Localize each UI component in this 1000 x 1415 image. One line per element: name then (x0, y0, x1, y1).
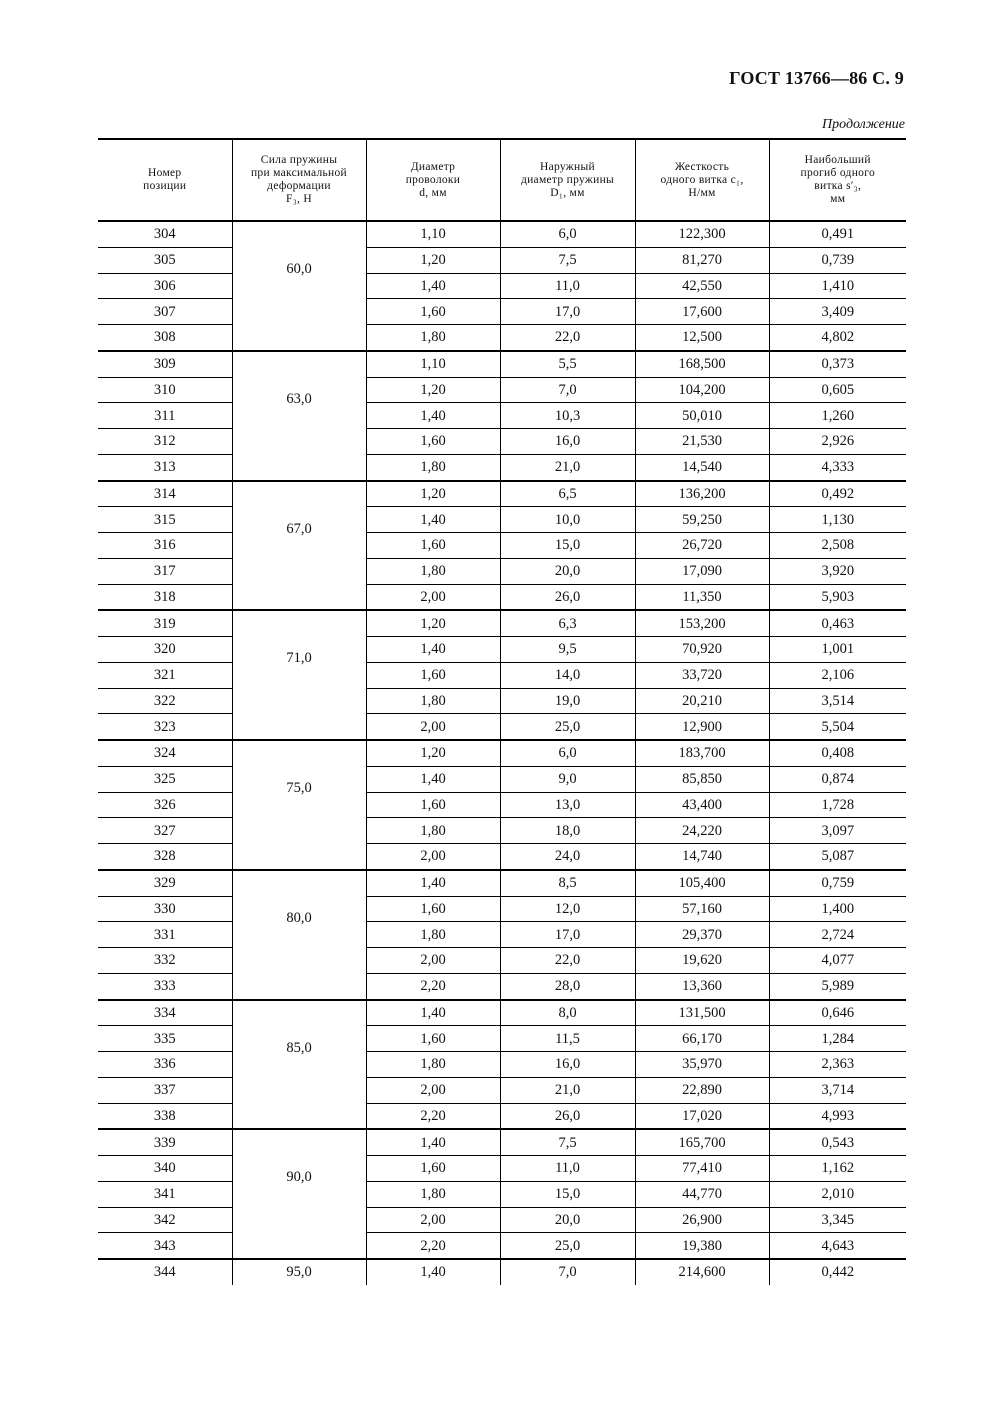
cell-max-deflection: 0,543 (769, 1129, 906, 1155)
header-position-line: позиции (143, 180, 187, 192)
cell-max-deflection: 1,130 (769, 507, 906, 533)
header-wire-line: проволоки (405, 173, 461, 186)
cell-stiffness: 85,850 (635, 766, 769, 792)
cell-outer-diameter: 10,3 (500, 403, 635, 429)
table-row (98, 1129, 906, 1155)
cell-max-deflection: 2,926 (769, 429, 906, 455)
cell-max-deflection: 5,504 (769, 714, 906, 740)
cell-max-deflection: 5,989 (769, 973, 906, 999)
table-row (98, 299, 906, 325)
header-force-line: при максимальной (250, 167, 348, 179)
cell-stiffness: 183,700 (635, 740, 769, 766)
cell-outer-diameter: 22,0 (500, 325, 635, 351)
cell-outer-diameter: 7,5 (500, 247, 635, 273)
cell-stiffness: 19,620 (635, 948, 769, 974)
cell-max-deflection: 0,442 (769, 1259, 906, 1285)
cell-max-deflection: 1,728 (769, 792, 906, 818)
cell-position: 309 (98, 351, 232, 377)
cell-position: 337 (98, 1077, 232, 1103)
table-row (98, 948, 906, 974)
cell-wire-diameter: 2,00 (366, 1077, 500, 1103)
cell-position: 305 (98, 247, 232, 273)
cell-wire-diameter: 1,60 (366, 792, 500, 818)
cell-stiffness: 33,720 (635, 662, 769, 688)
cell-stiffness: 43,400 (635, 792, 769, 818)
table-row (98, 507, 906, 533)
table-row (98, 610, 906, 636)
cell-stiffness: 77,410 (635, 1156, 769, 1182)
table-row (98, 247, 906, 273)
cell-outer-diameter: 15,0 (500, 533, 635, 559)
table-row (98, 818, 906, 844)
cell-wire-diameter: 1,60 (366, 896, 500, 922)
cell-stiffness: 50,010 (635, 403, 769, 429)
table-row (98, 403, 906, 429)
cell-max-deflection: 1,001 (769, 637, 906, 663)
cell-force: 63,0 (232, 351, 366, 481)
table-row (98, 1156, 906, 1182)
cell-wire-diameter: 1,40 (366, 273, 500, 299)
cell-outer-diameter: 28,0 (500, 973, 635, 999)
cell-outer-diameter: 9,5 (500, 637, 635, 663)
cell-stiffness: 35,970 (635, 1052, 769, 1078)
cell-wire-diameter: 1,20 (366, 481, 500, 507)
cell-wire-diameter: 1,60 (366, 1026, 500, 1052)
cell-position: 314 (98, 481, 232, 507)
cell-wire-diameter: 2,20 (366, 1103, 500, 1129)
table-row (98, 377, 906, 403)
cell-max-deflection: 0,408 (769, 740, 906, 766)
cell-stiffness: 104,200 (635, 377, 769, 403)
cell-stiffness: 42,550 (635, 273, 769, 299)
cell-wire-diameter: 1,10 (366, 351, 500, 377)
cell-stiffness: 26,720 (635, 533, 769, 559)
cell-position: 326 (98, 792, 232, 818)
cell-outer-diameter: 26,0 (500, 1103, 635, 1129)
cell-position: 332 (98, 948, 232, 974)
cell-force: 95,0 (232, 1259, 366, 1285)
cell-stiffness: 13,360 (635, 973, 769, 999)
cell-max-deflection: 0,491 (769, 221, 906, 247)
cell-max-deflection: 3,409 (769, 299, 906, 325)
cell-position: 319 (98, 610, 232, 636)
table-row (98, 922, 906, 948)
cell-stiffness: 14,740 (635, 844, 769, 870)
cell-wire-diameter: 1,20 (366, 377, 500, 403)
cell-stiffness: 24,220 (635, 818, 769, 844)
cell-position: 312 (98, 429, 232, 455)
cell-max-deflection: 2,106 (769, 662, 906, 688)
cell-wire-diameter: 2,20 (366, 1233, 500, 1259)
cell-max-deflection: 3,920 (769, 558, 906, 584)
cell-position: 318 (98, 584, 232, 610)
cell-position: 315 (98, 507, 232, 533)
cell-wire-diameter: 1,20 (366, 610, 500, 636)
table-row (98, 870, 906, 896)
header-wire-diameter (366, 139, 500, 221)
header-outer-line: D₁, мм (550, 186, 585, 199)
cell-max-deflection: 1,260 (769, 403, 906, 429)
cell-outer-diameter: 8,5 (500, 870, 635, 896)
cell-stiffness: 26,900 (635, 1207, 769, 1233)
cell-max-deflection: 2,363 (769, 1052, 906, 1078)
cell-position: 322 (98, 688, 232, 714)
cell-stiffness: 168,500 (635, 351, 769, 377)
cell-position: 341 (98, 1181, 232, 1207)
header-stiffness-line: одного витка c₁, (660, 173, 744, 186)
cell-max-deflection: 3,345 (769, 1207, 906, 1233)
cell-position: 340 (98, 1156, 232, 1182)
cell-position: 334 (98, 1000, 232, 1026)
cell-position: 317 (98, 558, 232, 584)
header-position-line: Номер (148, 167, 182, 179)
cell-max-deflection: 0,759 (769, 870, 906, 896)
cell-stiffness: 17,090 (635, 558, 769, 584)
cell-outer-diameter: 16,0 (500, 1052, 635, 1078)
cell-position: 333 (98, 973, 232, 999)
cell-stiffness: 131,500 (635, 1000, 769, 1026)
cell-wire-diameter: 1,80 (366, 454, 500, 480)
header-deflection-line: витка s′₃, (814, 180, 862, 192)
table-row (98, 533, 906, 559)
cell-max-deflection: 4,333 (769, 454, 906, 480)
cell-wire-diameter: 1,40 (366, 637, 500, 663)
cell-position: 311 (98, 403, 232, 429)
table-row (98, 637, 906, 663)
table-row (98, 973, 906, 999)
table-row (98, 481, 906, 507)
cell-position: 323 (98, 714, 232, 740)
cell-position: 324 (98, 740, 232, 766)
table-row (98, 429, 906, 455)
cell-stiffness: 20,210 (635, 688, 769, 714)
cell-outer-diameter: 15,0 (500, 1181, 635, 1207)
cell-outer-diameter: 11,0 (500, 273, 635, 299)
cell-position: 316 (98, 533, 232, 559)
header-outer-diameter (500, 139, 635, 221)
cell-max-deflection: 2,010 (769, 1181, 906, 1207)
cell-wire-diameter: 1,40 (366, 403, 500, 429)
cell-outer-diameter: 13,0 (500, 792, 635, 818)
cell-position: 313 (98, 454, 232, 480)
table-row (98, 688, 906, 714)
cell-wire-diameter: 1,20 (366, 247, 500, 273)
cell-max-deflection: 0,739 (769, 247, 906, 273)
cell-stiffness: 81,270 (635, 247, 769, 273)
header-stiffness-line: Жесткость (674, 160, 730, 173)
cell-max-deflection: 3,714 (769, 1077, 906, 1103)
cell-wire-diameter: 2,00 (366, 844, 500, 870)
cell-outer-diameter: 7,5 (500, 1129, 635, 1155)
cell-force: 67,0 (232, 481, 366, 611)
cell-outer-diameter: 6,5 (500, 481, 635, 507)
table-row (98, 1259, 906, 1285)
table-row (98, 714, 906, 740)
cell-max-deflection: 0,373 (769, 351, 906, 377)
table-row (98, 844, 906, 870)
header-stiffness (635, 139, 769, 221)
cell-force: 85,0 (232, 1000, 366, 1130)
cell-stiffness: 153,200 (635, 610, 769, 636)
cell-force: 60,0 (232, 221, 366, 351)
cell-max-deflection: 4,802 (769, 325, 906, 351)
cell-wire-diameter: 1,60 (366, 533, 500, 559)
cell-max-deflection: 0,874 (769, 766, 906, 792)
cell-outer-diameter: 6,0 (500, 221, 635, 247)
table-row (98, 766, 906, 792)
cell-wire-diameter: 1,40 (366, 1259, 500, 1285)
cell-outer-diameter: 26,0 (500, 584, 635, 610)
cell-max-deflection: 3,097 (769, 818, 906, 844)
header-stiffness-line: Н/мм (688, 186, 716, 199)
cell-position: 344 (153, 1264, 176, 1281)
cell-position: 321 (98, 662, 232, 688)
cell-wire-diameter: 1,40 (366, 766, 500, 792)
table-row (98, 221, 906, 247)
cell-max-deflection: 5,903 (769, 584, 906, 610)
table-row (98, 1052, 906, 1078)
cell-wire-diameter: 1,80 (366, 1052, 500, 1078)
cell-position: 343 (98, 1233, 232, 1259)
cell-position: 327 (98, 818, 232, 844)
cell-outer-diameter: 21,0 (500, 1077, 635, 1103)
cell-outer-diameter: 16,0 (500, 429, 635, 455)
header-force-line: Сила пружины (260, 154, 338, 166)
table-row (98, 662, 906, 688)
cell-position: 336 (98, 1052, 232, 1078)
cell-wire-diameter: 1,10 (366, 221, 500, 247)
cell-wire-diameter: 2,00 (366, 714, 500, 740)
header-force-line: деформации (267, 180, 331, 192)
cell-stiffness: 214,600 (635, 1259, 769, 1285)
cell-max-deflection: 1,400 (769, 896, 906, 922)
cell-stiffness: 12,900 (635, 714, 769, 740)
cell-outer-diameter: 21,0 (500, 454, 635, 480)
cell-max-deflection: 4,993 (769, 1103, 906, 1129)
cell-stiffness: 59,250 (635, 507, 769, 533)
header-force (232, 139, 366, 221)
cell-outer-diameter: 17,0 (500, 299, 635, 325)
cell-force: 90,0 (232, 1129, 366, 1259)
cell-outer-diameter: 14,0 (500, 662, 635, 688)
cell-position: 304 (98, 221, 232, 247)
header-outer-line: диаметр пружины (520, 173, 615, 186)
header-wire-line: d, мм (419, 186, 447, 199)
cell-outer-diameter: 6,0 (500, 740, 635, 766)
cell-stiffness: 66,170 (635, 1026, 769, 1052)
header-position (98, 139, 232, 221)
table-row (98, 558, 906, 584)
cell-outer-diameter: 6,3 (500, 610, 635, 636)
table-row (98, 896, 906, 922)
cell-stiffness: 17,020 (635, 1103, 769, 1129)
cell-wire-diameter: 1,60 (366, 662, 500, 688)
cell-wire-diameter: 1,20 (366, 740, 500, 766)
table-header-row (98, 139, 906, 221)
header-deflection-line: мм (830, 193, 846, 205)
header-max-deflection (769, 139, 906, 221)
cell-wire-diameter: 1,80 (366, 922, 500, 948)
cell-max-deflection: 0,463 (769, 610, 906, 636)
cell-wire-diameter: 2,00 (366, 948, 500, 974)
cell-wire-diameter: 1,60 (366, 429, 500, 455)
cell-outer-diameter: 22,0 (500, 948, 635, 974)
cell-wire-diameter: 1,60 (366, 299, 500, 325)
table-row (98, 1207, 906, 1233)
table-row (98, 1181, 906, 1207)
cell-position: 320 (98, 637, 232, 663)
table-row (98, 1000, 906, 1026)
table-row (98, 1026, 906, 1052)
cell-outer-diameter: 11,0 (500, 1156, 635, 1182)
cell-stiffness: 17,600 (635, 299, 769, 325)
cell-outer-diameter: 20,0 (500, 1207, 635, 1233)
cell-max-deflection: 0,605 (769, 377, 906, 403)
cell-outer-diameter: 10,0 (500, 507, 635, 533)
cell-position: 342 (98, 1207, 232, 1233)
cell-wire-diameter: 2,20 (366, 973, 500, 999)
cell-wire-diameter: 1,40 (366, 1129, 500, 1155)
cell-stiffness: 105,400 (635, 870, 769, 896)
table-row (98, 584, 906, 610)
cell-stiffness: 165,700 (635, 1129, 769, 1155)
cell-wire-diameter: 1,80 (366, 1181, 500, 1207)
table-row (98, 792, 906, 818)
cell-outer-diameter: 7,0 (500, 377, 635, 403)
table-body (98, 221, 906, 1285)
cell-outer-diameter: 25,0 (500, 714, 635, 740)
cell-wire-diameter: 1,40 (366, 870, 500, 896)
cell-wire-diameter: 2,00 (366, 1207, 500, 1233)
cell-outer-diameter: 18,0 (500, 818, 635, 844)
cell-outer-diameter: 11,5 (500, 1026, 635, 1052)
cell-outer-diameter: 12,0 (500, 896, 635, 922)
cell-outer-diameter: 25,0 (500, 1233, 635, 1259)
cell-wire-diameter: 2,00 (366, 584, 500, 610)
cell-stiffness: 21,530 (635, 429, 769, 455)
cell-max-deflection: 0,492 (769, 481, 906, 507)
cell-outer-diameter: 19,0 (500, 688, 635, 714)
cell-wire-diameter: 1,60 (366, 1156, 500, 1182)
cell-stiffness: 22,890 (635, 1077, 769, 1103)
cell-force: 75,0 (232, 740, 366, 870)
cell-position: 310 (98, 377, 232, 403)
cell-position: 330 (98, 896, 232, 922)
cell-force: 71,0 (232, 610, 366, 740)
cell-position: 339 (98, 1129, 232, 1155)
cell-outer-diameter: 24,0 (500, 844, 635, 870)
header-wire-line: Диаметр (410, 160, 456, 173)
cell-position: 338 (98, 1103, 232, 1129)
table-row (98, 1103, 906, 1129)
cell-wire-diameter: 1,80 (366, 688, 500, 714)
header-deflection-line: прогиб одного (800, 167, 875, 179)
cell-stiffness: 122,300 (635, 221, 769, 247)
cell-position: 335 (98, 1026, 232, 1052)
cell-max-deflection: 2,508 (769, 533, 906, 559)
cell-outer-diameter: 8,0 (500, 1000, 635, 1026)
cell-stiffness: 12,500 (635, 325, 769, 351)
cell-max-deflection: 0,646 (769, 1000, 906, 1026)
spring-spec-table (98, 138, 906, 1285)
cell-stiffness: 57,160 (635, 896, 769, 922)
cell-position: 329 (98, 870, 232, 896)
cell-wire-diameter: 1,80 (366, 558, 500, 584)
cell-wire-diameter: 1,80 (366, 818, 500, 844)
cell-wire-diameter: 1,40 (366, 1000, 500, 1026)
cell-max-deflection: 1,162 (769, 1156, 906, 1182)
header-deflection-line: Наибольший (804, 154, 871, 166)
header-force-line: F₃, Н (286, 193, 312, 205)
cell-max-deflection: 1,410 (769, 273, 906, 299)
cell-stiffness: 136,200 (635, 481, 769, 507)
cell-max-deflection: 2,724 (769, 922, 906, 948)
table-row (98, 1077, 906, 1103)
table-row (98, 273, 906, 299)
cell-position: 325 (98, 766, 232, 792)
cell-position: 308 (98, 325, 232, 351)
cell-wire-diameter: 1,80 (366, 325, 500, 351)
cell-stiffness: 70,920 (635, 637, 769, 663)
cell-outer-diameter: 17,0 (500, 922, 635, 948)
cell-outer-diameter: 7,0 (500, 1259, 635, 1285)
cell-stiffness: 11,350 (635, 584, 769, 610)
cell-force: 80,0 (232, 870, 366, 1000)
cell-position: 307 (98, 299, 232, 325)
cell-max-deflection: 4,077 (769, 948, 906, 974)
cell-stiffness: 19,380 (635, 1233, 769, 1259)
cell-outer-diameter: 5,5 (500, 351, 635, 377)
page-header: ГОСТ 13766—86 С. 9 (729, 68, 904, 88)
cell-position: 331 (98, 922, 232, 948)
cell-max-deflection: 1,284 (769, 1026, 906, 1052)
table-row (98, 740, 906, 766)
table-row (98, 325, 906, 351)
header-outer-line: Наружный (540, 160, 595, 173)
cell-stiffness: 44,770 (635, 1181, 769, 1207)
cell-position: 306 (98, 273, 232, 299)
cell-max-deflection: 4,643 (769, 1233, 906, 1259)
cell-wire-diameter: 1,40 (366, 507, 500, 533)
continuation-label: Продолжение (822, 117, 905, 132)
cell-stiffness: 14,540 (635, 454, 769, 480)
cell-outer-diameter: 9,0 (500, 766, 635, 792)
cell-outer-diameter: 20,0 (500, 558, 635, 584)
table-row (98, 351, 906, 377)
cell-position: 328 (98, 844, 232, 870)
table-row (98, 1233, 906, 1259)
cell-max-deflection: 3,514 (769, 688, 906, 714)
table-row (98, 454, 906, 480)
cell-max-deflection: 5,087 (769, 844, 906, 870)
cell-stiffness: 29,370 (635, 922, 769, 948)
